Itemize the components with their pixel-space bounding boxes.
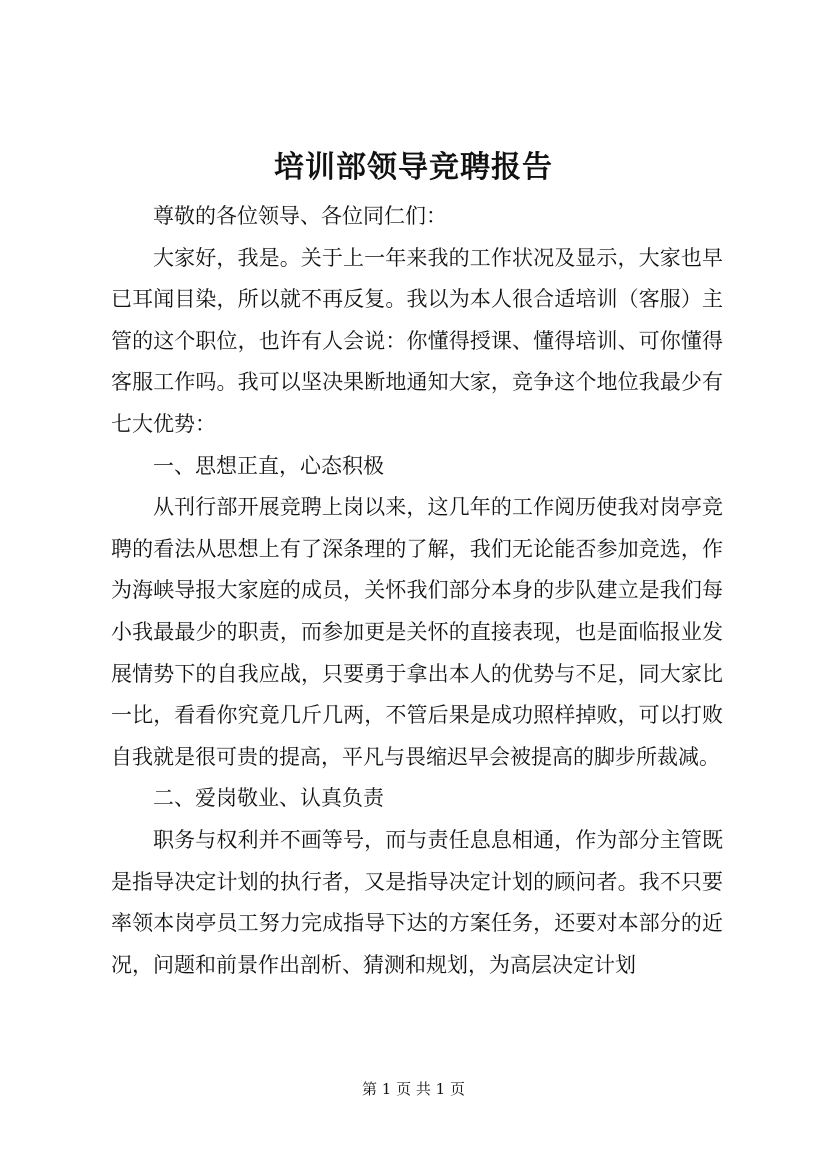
intro-paragraph: 大家好，我是。关于上一年来我的工作状况及显示，大家也早已耳闻目染，所以就不再反复。我以为本人很合适培训（客服）主管的这个职位，也许有人会说：你懂得授课、懂得培训、可你懂得客服工作吗。我可以坚决果断地通知大家，竞争这个地位我最少有七大优势：	[111, 245, 723, 436]
section-body-1: 从刊行部开展竞聘上岗以来，这几年的工作阅历使我对岗亭竞聘的看法从思想上有了深条理的了解，我们无论能否参加竞选，作为海峡导报大家庭的成员，关怀我们部分本身的步队建立是我们每小我最最少的职责，而参加更是关怀的直接表现，也是面临报业发展情势下的自我应战，只要勇于拿出本人的优势与不足，同大家比一比，看看你究竟几斤几两，不管后果是成功照样掉败，可以打败自我就是很可贵的提高，平凡与畏缩迟早会被提高的脚步所裁减。	[111, 495, 723, 769]
section-heading-1: 一、思想正直，心态积极	[153, 453, 384, 478]
section-heading-2: 二、爱岗敬业、认真负责	[153, 786, 384, 811]
document-title: 培训部领导竞聘报告	[274, 150, 553, 185]
greeting-paragraph: 尊敬的各位领导、各位同仁们：	[153, 204, 447, 228]
page-footer: 第 1 页 共 1 页	[362, 1080, 465, 1098]
document-body	[111, 196, 723, 986]
section-body-2: 职务与权利并不画等号，而与责任息息相通，作为部分主管既是指导决定计划的执行者，又是指导决定计划的顾问者。我不只要率领本岗亭员工努力完成指导下达的方案任务，还要对本部分的近况，问题和前景作出剖析、猜测和规划，为高层决定计划	[111, 827, 723, 977]
